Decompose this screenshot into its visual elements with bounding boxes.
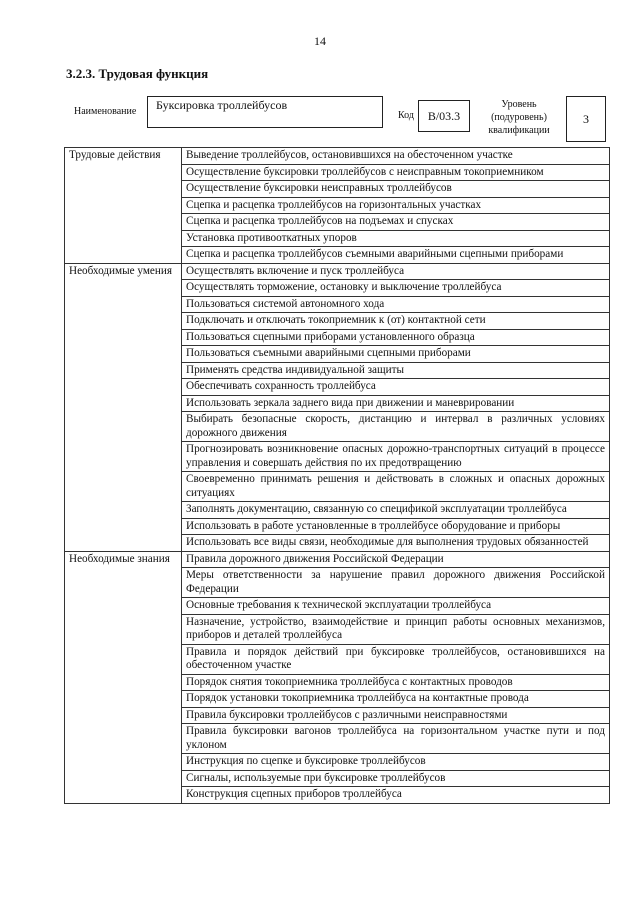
name-value: Буксировка троллейбусов	[147, 96, 383, 128]
name-label: Наименование	[74, 106, 137, 117]
level-value: 3	[566, 96, 606, 142]
table-cell: Сигналы, используемые при буксировке троллейбусов	[182, 770, 610, 787]
table-cell: Пользоваться съемными аварийными сцепными приборами	[182, 346, 610, 363]
table-cell: Правила буксировки троллейбусов с различными неисправностями	[182, 707, 610, 724]
table-cell: Прогнозировать возникновение опасных дорожно-транспортных ситуаций в процессе управления и совершать действия по их предотвращению	[182, 442, 610, 472]
category-label: Необходимые умения	[65, 263, 182, 551]
table-row	[65, 551, 610, 568]
table-cell: Осуществлять включение и пуск троллейбуса	[182, 263, 610, 280]
table-cell: Использовать все виды связи, необходимые для выполнения трудовых обязанностей	[182, 535, 610, 552]
table-cell: Осуществлять торможение, остановку и выключение троллейбуса	[182, 280, 610, 297]
code-label: Код	[398, 110, 414, 121]
table-cell: Выбирать безопасные скорость, дистанцию и интервал в различных условиях дорожного движения	[182, 412, 610, 442]
table-cell: Использовать зеркала заднего вида при движении и маневрировании	[182, 395, 610, 412]
table-cell: Подключать и отключать токоприемник к (от) контактной сети	[182, 313, 610, 330]
table-row	[65, 148, 610, 165]
table-row	[65, 263, 610, 280]
table-cell: Правила дорожного движения Российской Федерации	[182, 551, 610, 568]
table-cell: Выведение троллейбусов, остановившихся на обесточенном участке	[182, 148, 610, 165]
function-table	[64, 147, 610, 804]
table-cell: Инструкция по сцепке и буксировке троллейбусов	[182, 754, 610, 771]
table-cell: Сцепка и расцепка троллейбусов съемными аварийными сцепными приборами	[182, 247, 610, 264]
table-cell: Порядок установки токоприемника троллейбуса на контактные провода	[182, 691, 610, 708]
page-number: 14	[314, 34, 326, 48]
table-cell: Установка противооткатных упоров	[182, 230, 610, 247]
table-cell: Заполнять документацию, связанную со спецификой эксплуатации троллейбуса	[182, 502, 610, 519]
table-cell: Пользоваться системой автономного хода	[182, 296, 610, 313]
level-label: Уровень (подуровень) квалификации	[488, 99, 550, 136]
table-cell: Пользоваться сцепными приборами установленного образца	[182, 329, 610, 346]
table-cell: Сцепка и расцепка троллейбусов на подъемах и спусках	[182, 214, 610, 231]
table-cell: Осуществление буксировки неисправных троллейбусов	[182, 181, 610, 198]
table-cell: Осуществление буксировки троллейбусов с неисправным токоприемником	[182, 164, 610, 181]
table-cell: Назначение, устройство, взаимодействие и принцип работы основных механизмов, приборов и деталей троллейбуса	[182, 614, 610, 644]
table-cell: Обеспечивать сохранность троллейбуса	[182, 379, 610, 396]
table-cell: Применять средства индивидуальной защиты	[182, 362, 610, 379]
table-cell: Правила и порядок действий при буксировке троллейбусов, остановившихся на обесточенном участке	[182, 644, 610, 674]
table-cell: Своевременно принимать решения и действовать в сложных и опасных дорожных ситуациях	[182, 472, 610, 502]
code-value: В/03.3	[418, 100, 470, 132]
table-cell: Использовать в работе установленные в троллейбусе оборудование и приборы	[182, 518, 610, 535]
table-cell: Конструкция сцепных приборов троллейбуса	[182, 787, 610, 804]
table-cell: Порядок снятия токоприемника троллейбуса с контактных проводов	[182, 674, 610, 691]
section-heading: 3.2.3. Трудовая функция	[66, 66, 209, 81]
category-label: Трудовые действия	[65, 148, 182, 264]
table-cell: Основные требования к технической эксплуатации троллейбуса	[182, 598, 610, 615]
table-cell: Меры ответственности за нарушение правил дорожного движения Российской Федерации	[182, 568, 610, 598]
table-cell: Сцепка и расцепка троллейбусов на горизонтальных участках	[182, 197, 610, 214]
table-cell: Правила буксировки вагонов троллейбуса на горизонтальном участке пути и под уклоном	[182, 724, 610, 754]
category-label: Необходимые знания	[65, 551, 182, 803]
